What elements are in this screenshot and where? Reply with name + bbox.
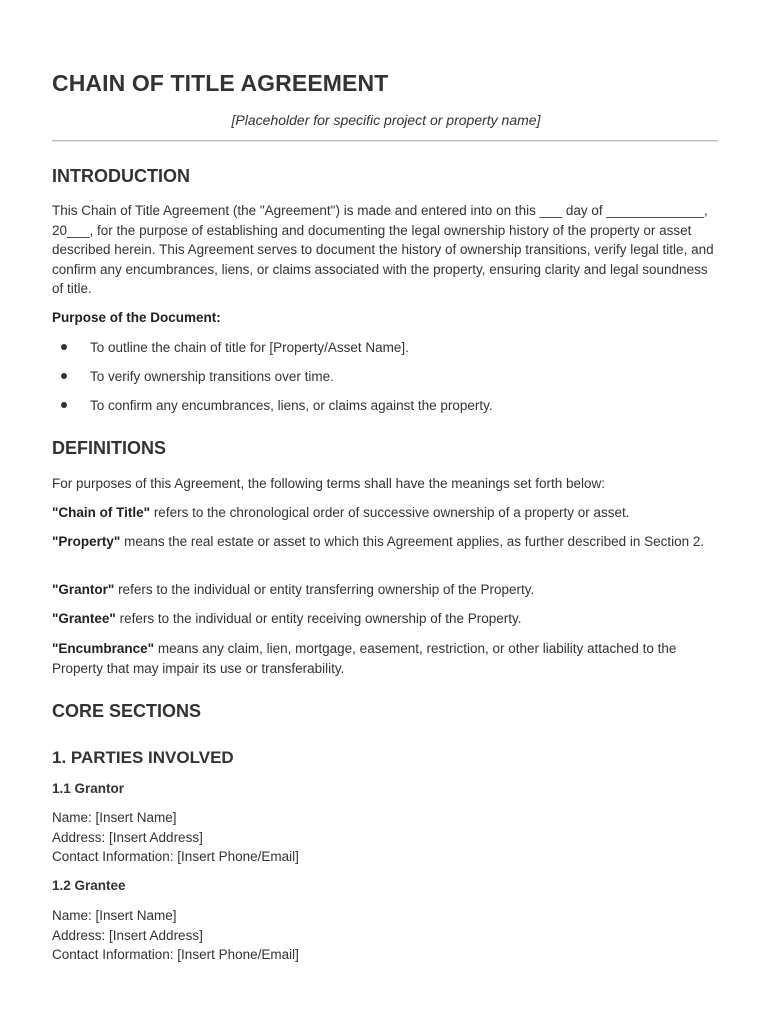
definition-term: "Property" <box>52 534 121 549</box>
definition-text: means the real estate or asset to which this Agreement applies, as further described in Section 2. <box>120 534 705 549</box>
list-item <box>52 367 720 396</box>
definition-term: "Chain of Title" <box>52 505 151 520</box>
definition-term: "Grantor" <box>52 582 115 597</box>
definition-property <box>52 532 720 552</box>
purpose-list <box>52 338 720 425</box>
list-item-text: To outline the chain of title for [Property/Asset Name]. <box>90 340 409 355</box>
definition-chain-of-title <box>52 503 720 523</box>
grantor-address: Address: [Insert Address] <box>52 829 203 845</box>
list-item <box>52 396 720 425</box>
introduction-paragraph: This Chain of Title Agreement (the "Agreement") is made and entered into on this ___ day of _____________, 20___, for the purpose of establishing and documenting the legal ownership history of the property or asset described herein. This Agreement serves to document the history of ownership transitions, verify legal title, and confirm any encumbrances, liens, or claims associated with the property, ensuring clarity and legal soundness of title. <box>52 203 714 296</box>
list-item <box>52 338 720 367</box>
title-divider <box>52 140 718 142</box>
grantor-name: Name: [Insert Name] <box>52 810 177 825</box>
introduction-heading: INTRODUCTION <box>52 166 190 186</box>
definitions-heading: DEFINITIONS <box>52 438 167 458</box>
grantor-heading: 1.1 Grantor <box>52 781 125 796</box>
bullet-dot-icon <box>61 402 67 408</box>
parties-heading: 1. PARTIES INVOLVED <box>52 748 234 767</box>
document-subtitle: [Placeholder for specific project or property name] <box>231 112 541 128</box>
definitions-intro: For purposes of this Agreement, the following terms shall have the meanings set forth below: <box>52 476 606 491</box>
grantee-heading: 1.2 Grantee <box>52 878 126 893</box>
grantor-contact: Contact Information: [Insert Phone/Email] <box>52 849 299 864</box>
definition-grantor <box>52 580 720 600</box>
grantor-details <box>52 808 720 867</box>
document-title: CHAIN OF TITLE AGREEMENT <box>52 70 389 96</box>
purpose-label: Purpose of the Document: <box>52 310 221 325</box>
grantee-address: Address: [Insert Address] <box>52 927 203 943</box>
definition-text: refers to the chronological order of successive ownership of a property or asset. <box>150 505 630 520</box>
definition-text: refers to the individual or entity receiving ownership of the Property. <box>115 611 522 626</box>
definition-text: means any claim, lien, mortgage, easement, restriction, or other liability attached to the Property that may impair its use or transferability. <box>52 641 677 676</box>
grantee-contact: Contact Information: [Insert Phone/Email] <box>52 947 299 962</box>
core-sections-heading: CORE SECTIONS <box>52 701 202 721</box>
list-item-text: To verify ownership transitions over time. <box>90 369 334 384</box>
definition-grantee <box>52 609 720 629</box>
list-item-text: To confirm any encumbrances, liens, or claims against the property. <box>90 398 493 413</box>
grantee-details <box>52 906 720 965</box>
definition-encumbrance <box>52 639 720 678</box>
definition-term: "Encumbrance" <box>52 641 155 656</box>
definition-term: "Grantee" <box>52 611 116 626</box>
grantee-name: Name: [Insert Name] <box>52 908 177 923</box>
bullet-dot-icon <box>61 373 67 379</box>
definition-text: refers to the individual or entity transferring ownership of the Property. <box>114 582 535 597</box>
bullet-dot-icon <box>61 344 67 350</box>
